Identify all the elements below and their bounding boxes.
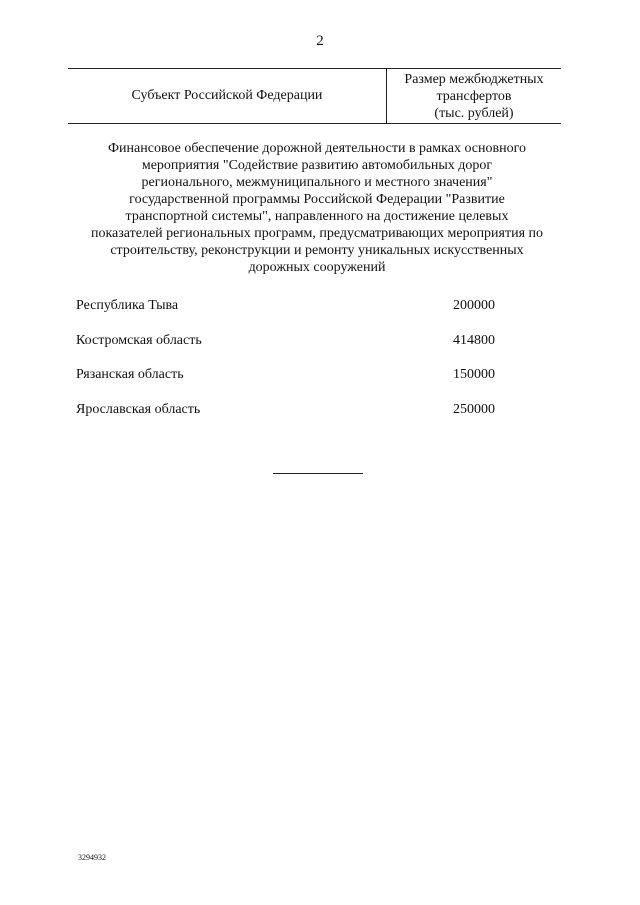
section-heading-line: Финансовое обеспечение дорожной деятельности в рамках основного [107,141,526,156]
table-row [76,402,506,437]
section-heading-line: регионального, межмуниципального и местного значения" [141,175,493,190]
section-heading-line: дорожных сооружений [248,260,386,275]
amount-header-line: Размер межбюджетных [404,72,544,87]
end-of-document-rule [273,473,363,474]
region-name: Ярославская область [76,401,201,417]
table-header [68,68,561,124]
table-row [76,333,506,368]
region-name: Костромская область [76,332,202,348]
section-heading-line: государственной программы Российской Федерации "Развитие [129,192,505,207]
section-heading [68,140,566,276]
region-name: Республика Тыва [76,298,179,313]
table-row [76,367,506,402]
amount-header-line: трансфертов [436,89,512,104]
transfer-amount: 200000 [453,298,495,313]
region-name: Рязанская область [76,367,184,382]
section-heading-line: транспортной системы", направленного на достижение целевых [125,209,509,224]
page-number: 2 [316,33,324,49]
section-heading-line: мероприятия "Содействие развитию автомобильных дорог [141,158,493,173]
section-heading-line: строительству, реконструкции и ремонту уникальных искусственных [110,243,524,258]
subject-column-header: Субъект Российской Федерации [131,88,323,103]
region-list [76,298,506,436]
document-code: 3294932 [78,853,106,862]
table-row [76,298,506,333]
section-heading-line: показателей региональных программ, предусматривающих мероприятия по [90,226,544,241]
transfer-amount: 414800 [453,332,495,348]
amount-column-header [387,71,561,122]
transfer-amount: 150000 [453,367,495,382]
amount-header-line: (тыс. рублей) [434,106,514,121]
transfer-amount: 250000 [453,401,495,417]
